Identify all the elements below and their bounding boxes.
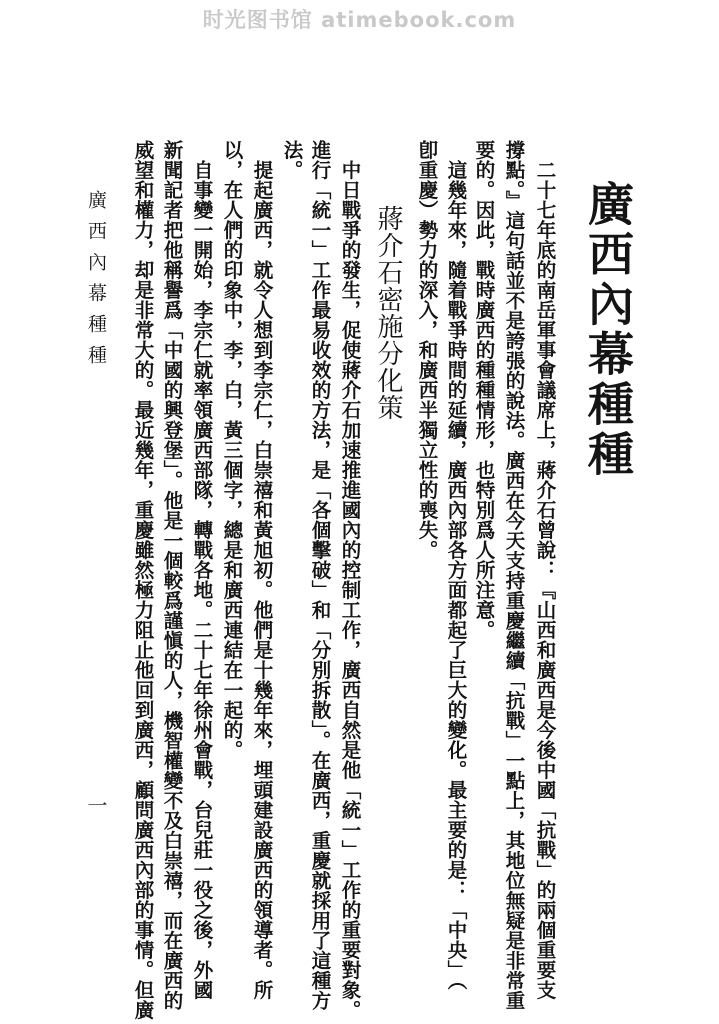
- text-line: 要的。因此，戰時廣西的種種情形，也特別爲人所注意。: [472, 140, 496, 640]
- text-line: 新聞記者把他稱譽爲「中國的興登堡」。他是一個較爲謹愼的人，機智權變不及白崇禧，而在廣西的: [160, 140, 184, 1011]
- text-line: 法。: [280, 140, 304, 180]
- page-number: 一: [84, 795, 108, 815]
- text-line: 提起廣西，就令人想到李宗仁，白崇禧和黃旭初。他們是十幾年來，埋頭建設廣西的領導者。所: [250, 160, 274, 1000]
- text-line: 撐點。』這句話並不是誇張的說法。廣西在今天支持重慶繼續「抗戰」一點上，其地位無疑是非常重: [502, 140, 526, 1011]
- text-line: 威望和權力，却是非常大的。最近幾年，重慶雖然極力阻止他回到廣西，顧問廣西內部的事情。但廣: [131, 140, 155, 1020]
- running-head: 廣西內幕種種: [85, 190, 107, 376]
- text-line: 這幾年來，隨着戰爭時間的延續，廣西內部各方面都起了巨大的變化。最主要的是：「中央」（: [444, 160, 468, 991]
- chapter-title: 廣西內幕種種: [581, 180, 635, 480]
- text-line: 中日戰爭的發生，促使蔣介石加速推進國內的控制工作，廣西自然是他「統一」工作的重要對象。: [338, 160, 362, 1020]
- site-watermark: 时光图书馆 atimebook.com: [202, 8, 517, 32]
- text-line: 二十七年底的南岳軍事會議席上，蔣介石曾說：『山西和廣西是今後中國「抗戰」的兩個重要支: [533, 160, 557, 1000]
- text-line: 以，在人們的印象中，李，白，黃三個字，總是和廣西連結在一起的。: [220, 140, 244, 760]
- text-line: 進行「統一」工作最易收效的方法，是「各個擊破」和「分別拆散」。在廣西，重慶就採用了這種方: [308, 140, 332, 1011]
- text-line: 卽重慶）勢力的深入，和廣西半獨立性的喪失。: [415, 140, 439, 560]
- section-heading: 蔣介石密施分化策: [373, 205, 403, 421]
- text-line: 自事變一開始，李宗仁就率領廣西部隊，轉戰各地。二十七年徐州會戰，台兒莊一役之後，外國: [190, 160, 214, 1000]
